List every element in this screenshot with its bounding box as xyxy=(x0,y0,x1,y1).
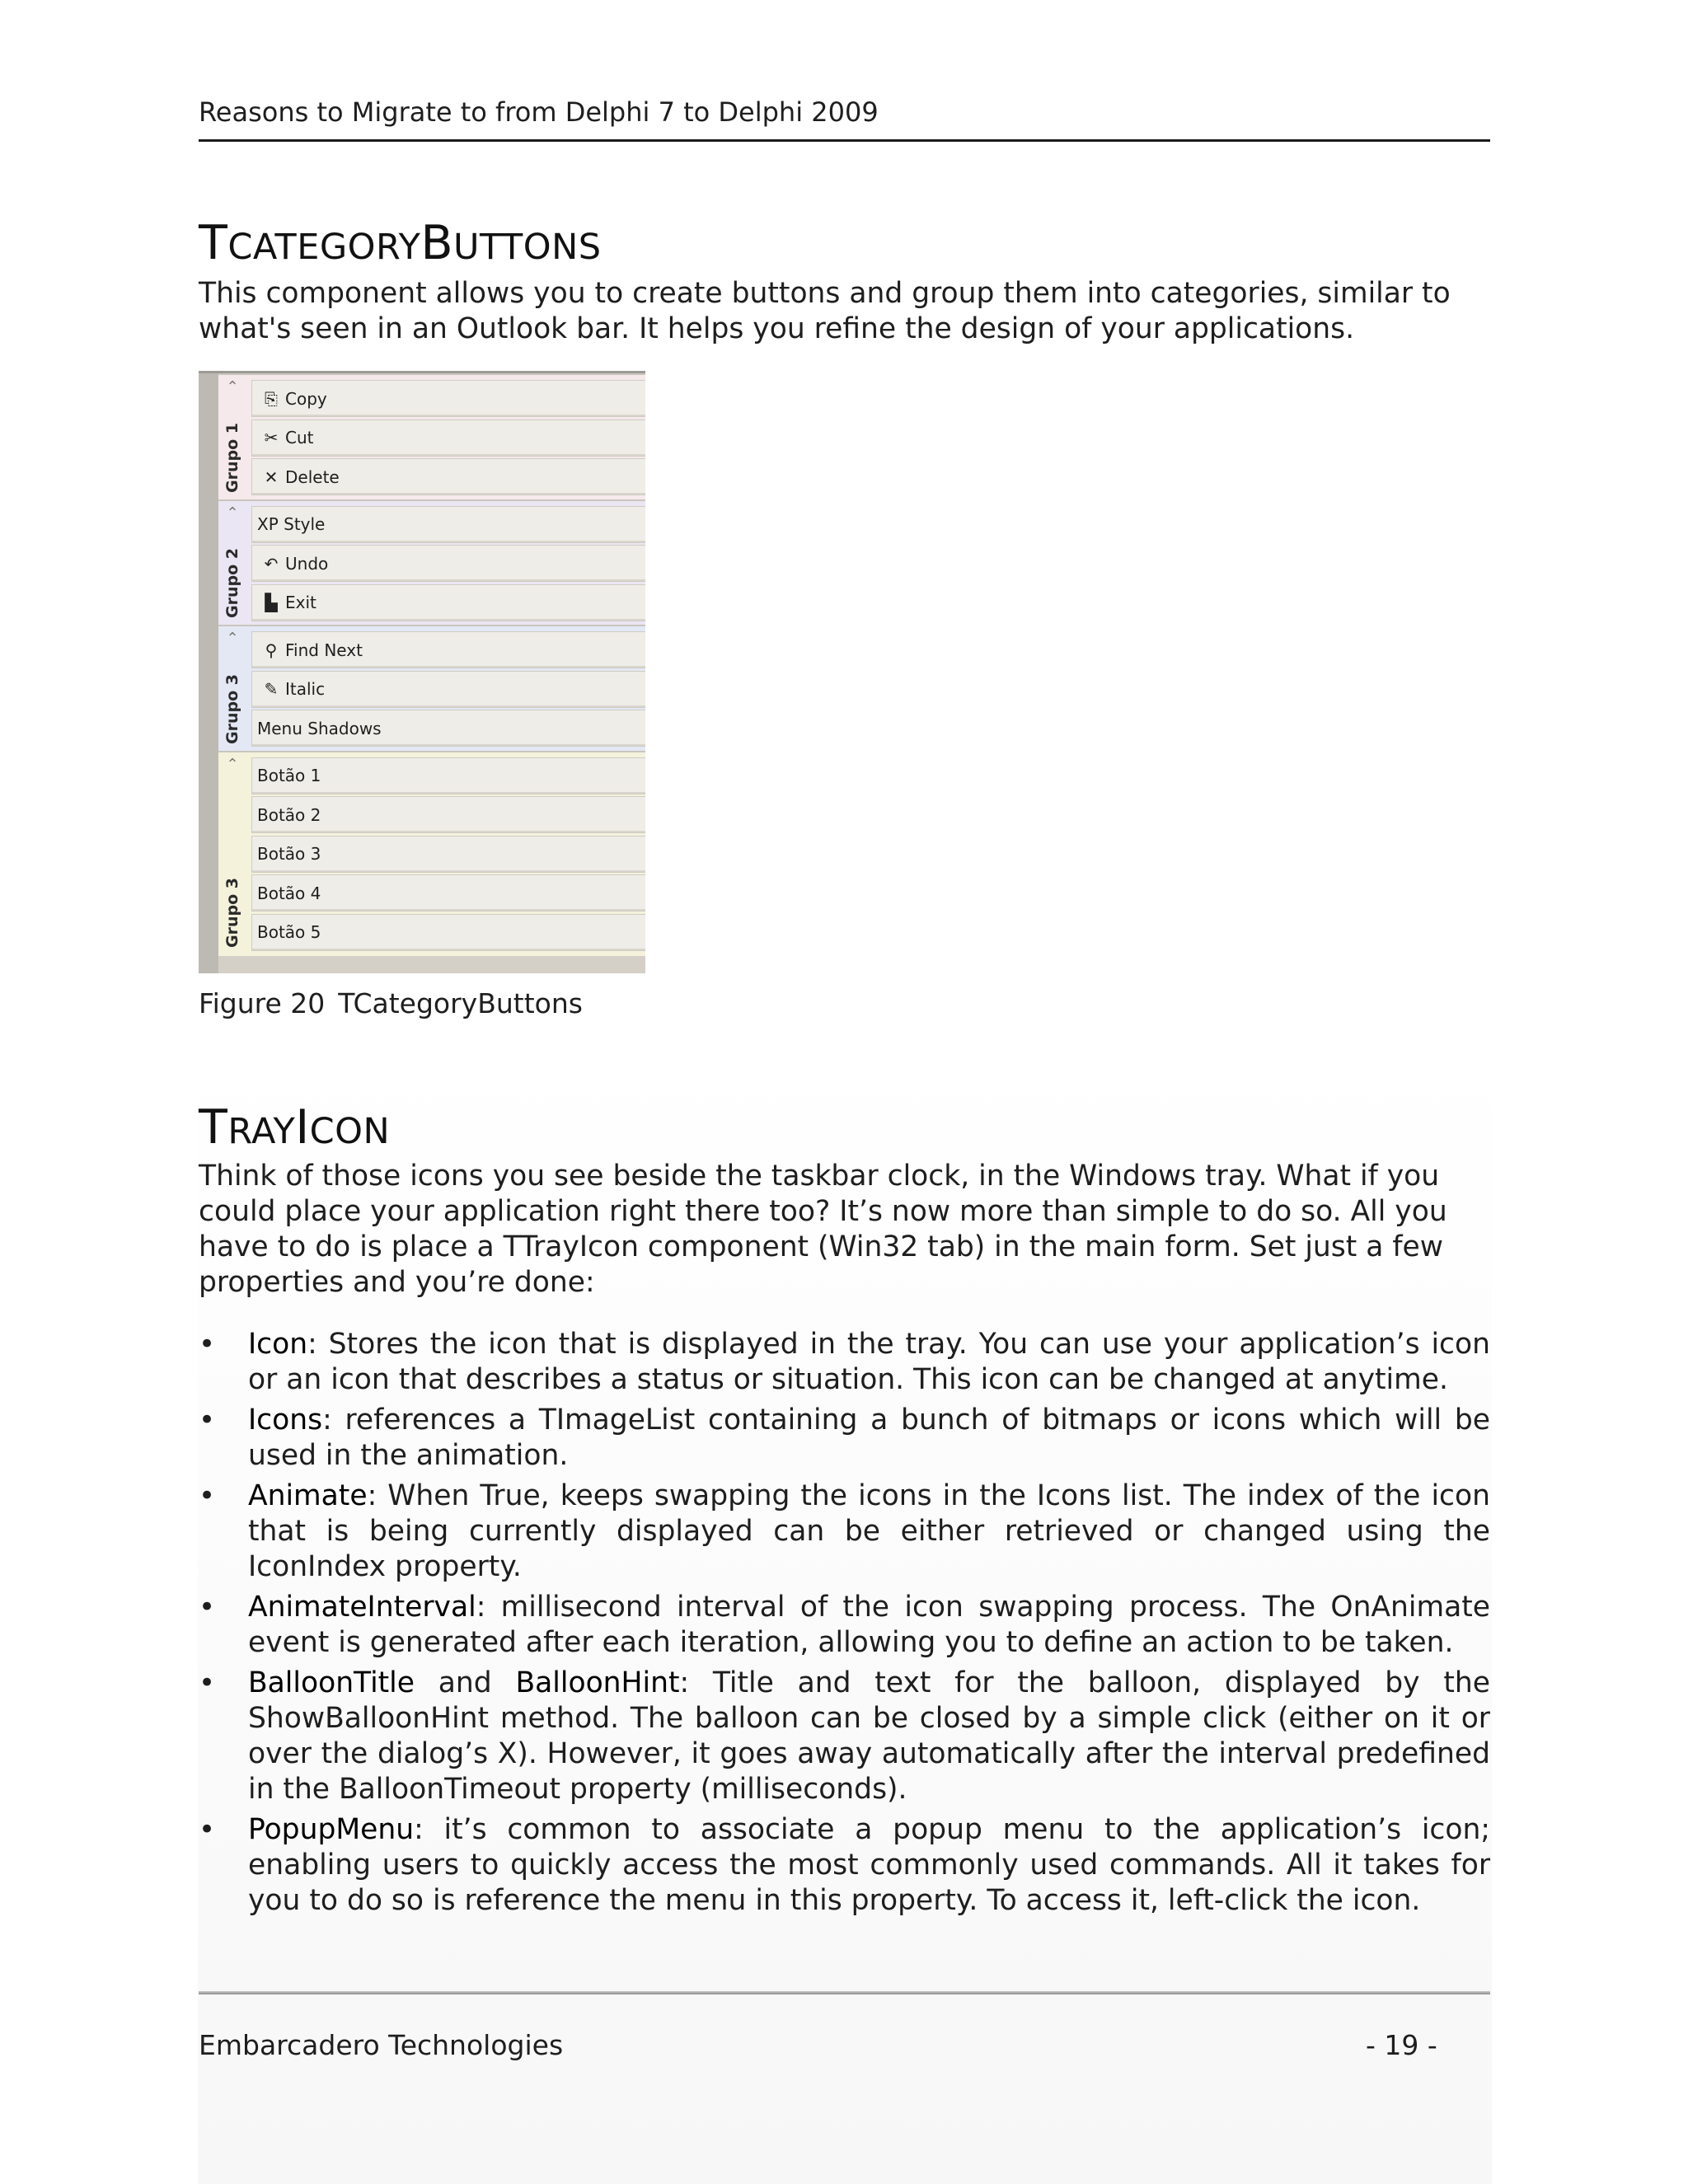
property-name: Icons xyxy=(248,1404,323,1436)
property-description: : Stores the icon that is displayed in the tray. You can use your application’s icon or an icon that describes a status or situation. This icon can be changed at anytime. xyxy=(248,1328,1490,1396)
category-button-label: Botão 3 xyxy=(257,844,321,864)
category-button[interactable] xyxy=(251,458,645,495)
category-caption: Grupo 3 xyxy=(223,673,241,744)
category-caption-bar[interactable] xyxy=(218,626,246,752)
category-button-label: XP Style xyxy=(257,514,326,534)
figure-tcategorybuttons xyxy=(199,371,645,973)
footer-company: Embarcadero Technologies xyxy=(199,2029,564,2061)
category-button[interactable] xyxy=(251,671,645,708)
running-header: Reasons to Migrate to from Delphi 7 to Delphi 2009 xyxy=(199,96,879,128)
category-button-label: Copy xyxy=(285,388,327,409)
property-description: : millisecond interval of the icon swapping process. The OnAnimate event is generated after each iteration, allowing you to define an action to be taken. xyxy=(248,1591,1490,1659)
property-name: Animate xyxy=(248,1479,368,1512)
property-connector: and xyxy=(415,1666,516,1699)
category-group xyxy=(218,625,645,752)
category-button-label: Cut xyxy=(285,428,314,448)
category-button[interactable] xyxy=(251,836,645,873)
category-button[interactable] xyxy=(251,874,645,912)
bullet-marker: • xyxy=(199,1328,216,1361)
bullet-marker: • xyxy=(199,1813,216,1846)
section-paragraph-tcategorybuttons: This component allows you to create buttons and group them into categories, similar to what's seen in an Outlook bar. It helps you refine the design of your applications. xyxy=(199,277,1451,345)
collapse-chevron-icon[interactable]: ⌃ xyxy=(226,504,239,522)
section-heading-ttrayicon: TRAYICON xyxy=(199,1100,391,1155)
category-button[interactable] xyxy=(251,419,645,457)
category-group xyxy=(218,373,645,501)
category-button[interactable] xyxy=(251,380,645,417)
category-button-label: Menu Shadows xyxy=(257,718,382,738)
exit-door-icon: ▙ xyxy=(265,593,278,612)
property-bullet xyxy=(199,1590,1490,1661)
bullet-marker: • xyxy=(199,1404,216,1436)
category-button[interactable] xyxy=(251,631,645,668)
category-caption-bar[interactable] xyxy=(218,752,246,957)
property-name: Icon xyxy=(248,1328,308,1361)
category-group xyxy=(218,499,645,627)
property-description: : When True, keeps swapping the icons in the Icons list. The index of the icon that is being currently displayed can be either retrieved or changed using the IconIndex property. xyxy=(248,1479,1490,1583)
section-heading-tcategorybuttons: TCATEGORYBUTTONS xyxy=(199,216,602,270)
category-button[interactable] xyxy=(251,710,645,747)
property-name: BalloonHint xyxy=(515,1666,680,1699)
scissors-icon: ✂ xyxy=(264,428,279,448)
property-bullet xyxy=(199,1666,1490,1807)
category-button[interactable] xyxy=(251,757,645,794)
bullet-marker: • xyxy=(199,1666,216,1699)
category-button-label: Exit xyxy=(285,593,316,612)
category-button[interactable] xyxy=(251,584,645,621)
category-caption: Grupo 1 xyxy=(223,422,241,493)
property-bullet xyxy=(199,1327,1490,1398)
property-bullet-list xyxy=(199,1327,1490,1924)
binoculars-icon: ⚲ xyxy=(265,640,278,660)
italic-icon: ✎ xyxy=(264,679,279,699)
property-bullet xyxy=(199,1812,1490,1919)
category-button[interactable] xyxy=(251,506,645,543)
category-button-label: Italic xyxy=(285,679,326,699)
category-button-label: Botão 1 xyxy=(257,766,321,785)
category-button-label: Botão 4 xyxy=(257,883,321,903)
footer-rule xyxy=(199,1991,1490,1994)
section-paragraph-ttrayicon: Think of those icons you see beside the taskbar clock, in the Windows tray. What if you could place your application right there too? It’s now more than simple to do so. All you have to do is place a TTrayIcon component (Win32 tab) in the main form. Set just a few properties and you’re done: xyxy=(199,1160,1447,1299)
category-button-label: Delete xyxy=(285,466,340,487)
category-button[interactable] xyxy=(251,545,645,582)
category-button-label: Find Next xyxy=(285,640,363,660)
bullet-marker: • xyxy=(199,1591,216,1624)
category-caption: Grupo 2 xyxy=(223,548,241,618)
property-description: : Title and text for the balloon, displayed by the ShowBalloonHint method. The balloon can be closed by a simple click (either on it or over the dialog’s X). However, it goes away automatically after the interval predefined in the BalloonTimeout property (milliseconds). xyxy=(248,1666,1490,1806)
property-name: PopupMenu xyxy=(248,1813,415,1846)
category-caption-bar[interactable] xyxy=(218,375,246,501)
footer-page-number: - 19 - xyxy=(1366,2029,1437,2061)
category-button-label: Botão 2 xyxy=(257,804,321,825)
category-button[interactable] xyxy=(251,796,645,833)
category-caption: Grupo 3 xyxy=(223,878,241,948)
category-button-label: Undo xyxy=(285,553,329,574)
collapse-chevron-icon[interactable]: ⌃ xyxy=(226,378,239,396)
figure-frame-edge xyxy=(199,373,218,973)
property-name: AnimateInterval xyxy=(248,1591,476,1624)
header-rule xyxy=(199,139,1490,142)
category-button-label: Botão 5 xyxy=(257,922,321,942)
category-button[interactable] xyxy=(251,914,645,951)
property-description: : it’s common to associate a popup menu to the application’s icon; enabling users to quickly access the most commonly used commands. All it takes for you to do so is reference the menu in this property. To access it, left-click the icon. xyxy=(248,1813,1490,1917)
delete-x-icon: ✕ xyxy=(264,466,279,487)
collapse-chevron-icon[interactable]: ⌃ xyxy=(226,755,239,773)
property-description: : references a TImageList containing a bunch of bitmaps or icons which will be used in the animation. xyxy=(248,1404,1490,1472)
collapse-chevron-icon[interactable]: ⌃ xyxy=(226,630,239,647)
undo-icon: ↶ xyxy=(264,553,279,574)
property-bullet xyxy=(199,1479,1490,1585)
bullet-marker: • xyxy=(199,1479,216,1512)
category-caption-bar[interactable] xyxy=(218,501,246,627)
category-group xyxy=(218,751,645,957)
copy-icon: ⎘ xyxy=(265,388,278,409)
property-bullet xyxy=(199,1403,1490,1474)
figure-caption: Figure 20 TCategoryButtons xyxy=(199,987,583,1019)
property-name: BalloonTitle xyxy=(248,1666,415,1699)
